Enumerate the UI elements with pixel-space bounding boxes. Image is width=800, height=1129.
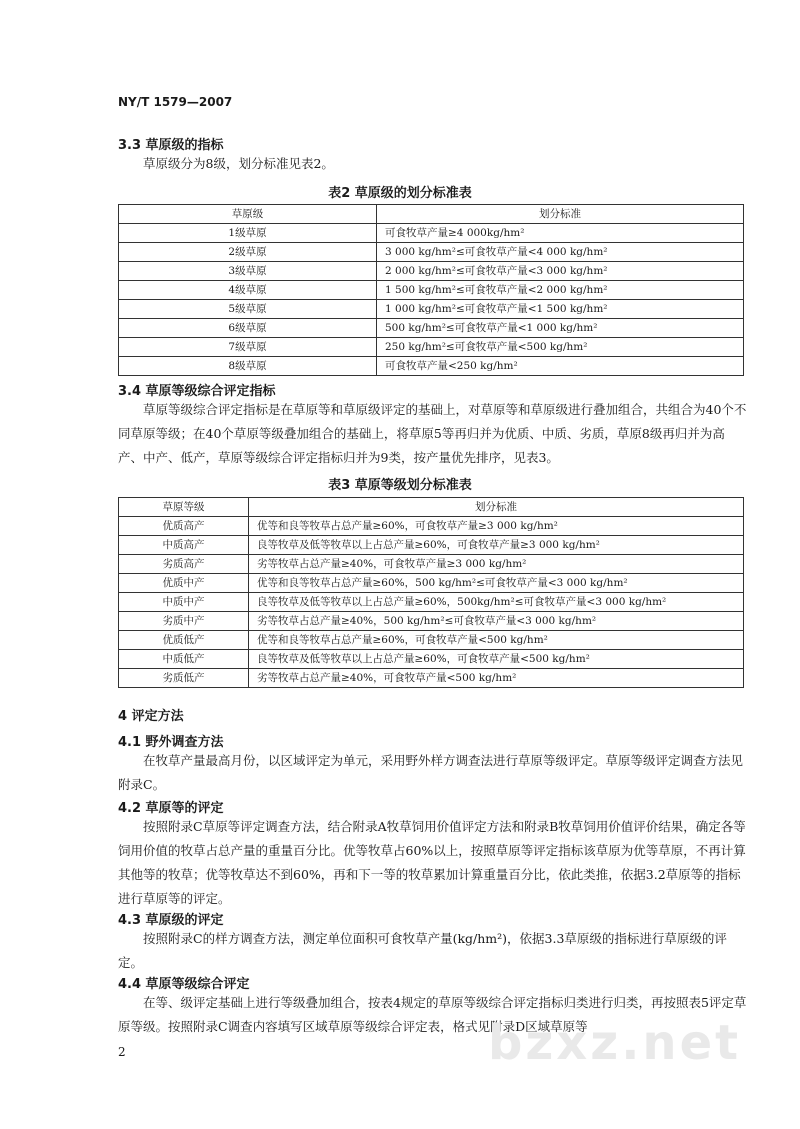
table-3-header-cell: 划分标准 (249, 498, 744, 517)
grade-cell: 8级草原 (119, 357, 377, 376)
table-row (119, 300, 744, 319)
table-row (119, 574, 744, 593)
table-row (119, 669, 744, 688)
criteria-cell: 250 kg/hm²≤可食牧草产量<500 kg/hm² (377, 338, 744, 357)
grade-cell: 3级草原 (119, 262, 377, 281)
table-row (119, 517, 744, 536)
table-row (119, 319, 744, 338)
criteria-cell: 优等和良等牧草占总产量≥60%，可食牧草产量<500 kg/hm² (249, 631, 744, 650)
level-cell: 中质高产 (119, 536, 249, 555)
table-2-caption: 表2 草原级的划分标准表 (328, 186, 472, 201)
table-3-header-cell: 草原等级 (119, 498, 249, 517)
grade-cell: 6级草原 (119, 319, 377, 338)
grade-cell: 7级草原 (119, 338, 377, 357)
section-4-4-paragraph: 在等、级评定基础上进行等级叠加组合，按表4规定的草原等级综合评定指标归类进行归类，再按照表5评定草原等级。按照附录C调查内容填写区域草原等级综合评定表，格式见附录D区域草原等 (118, 995, 747, 1034)
criteria-cell: 优等和良等牧草占总产量≥60%，可食牧草产量≥3 000 kg/hm² (249, 517, 744, 536)
level-cell: 优质低产 (119, 631, 249, 650)
grade-cell: 5级草原 (119, 300, 377, 319)
criteria-cell: 劣等牧草占总产量≥40%，可食牧草产量≥3 000 kg/hm² (249, 555, 744, 574)
section-3-4-heading: 3.4 草原等级综合评定指标 (118, 384, 276, 399)
table-row (119, 338, 744, 357)
section-3-4-paragraph: 草原等级综合评定指标是在草原等和草原级评定的基础上，对草原等和草原级进行叠加组合，共组合为40个不同草原等级；在40个草原等级叠加组合的基础上，将草原5等再归并为优质、中质、劣质，草原8级再归并为高产、中产、低产，草原等级综合评定指标归并为9类，按产量优先排序，见表3。 (118, 402, 747, 465)
grade-cell: 4级草原 (119, 281, 377, 300)
table-row (119, 555, 744, 574)
section-3-3-heading: 3.3 草原级的指标 (118, 138, 224, 153)
grade-cell: 1级草原 (119, 224, 377, 243)
table-row (119, 593, 744, 612)
page-number: 2 (118, 1045, 126, 1059)
section-4-heading: 4 评定方法 (118, 709, 184, 724)
standard-code: NY/T 1579—2007 (118, 95, 233, 109)
criteria-cell: 优等和良等牧草占总产量≥60%，500 kg/hm²≤可食牧草产量<3 000 kg/hm² (249, 574, 744, 593)
level-cell: 劣质低产 (119, 669, 249, 688)
section-4-2-heading: 4.2 草原等的评定 (118, 801, 224, 816)
level-cell: 优质中产 (119, 574, 249, 593)
table-row (119, 536, 744, 555)
criteria-cell: 1 500 kg/hm²≤可食牧草产量<2 000 kg/hm² (377, 281, 744, 300)
level-cell: 劣质中产 (119, 612, 249, 631)
level-cell: 优质高产 (119, 517, 249, 536)
table-row (119, 650, 744, 669)
table-2-header-row (119, 205, 744, 224)
criteria-cell: 500 kg/hm²≤可食牧草产量<1 000 kg/hm² (377, 319, 744, 338)
table-row (119, 357, 744, 376)
criteria-cell: 2 000 kg/hm²≤可食牧草产量<3 000 kg/hm² (377, 262, 744, 281)
table-2-header-cell: 划分标准 (377, 205, 744, 224)
table-row (119, 243, 744, 262)
table-2 (118, 204, 744, 376)
section-4-1-paragraph: 在牧草产量最高月份，以区域评定为单元，采用野外样方调查法进行草原等级评定。草原等级评定调查方法见附录C。 (118, 753, 744, 792)
table-3-header-row (119, 498, 744, 517)
criteria-cell: 劣等牧草占总产量≥40%，可食牧草产量<500 kg/hm² (249, 669, 744, 688)
table-row (119, 612, 744, 631)
level-cell: 中质低产 (119, 650, 249, 669)
table-row (119, 262, 744, 281)
section-4-3-paragraph: 按照附录C的样方调查方法，测定单位面积可食牧草产量(kg/hm²)，依据3.3草原级的指标进行草原级的评定。 (118, 931, 727, 970)
table-3-caption: 表3 草原等级划分标准表 (328, 478, 472, 493)
table-row (119, 224, 744, 243)
table-2-header-cell: 草原级 (119, 205, 377, 224)
grade-cell: 2级草原 (119, 243, 377, 262)
level-cell: 劣质高产 (119, 555, 249, 574)
table-row (119, 631, 744, 650)
criteria-cell: 可食牧草产量<250 kg/hm² (377, 357, 744, 376)
criteria-cell: 劣等牧草占总产量≥40%，500 kg/hm²≤可食牧草产量<3 000 kg/hm² (249, 612, 744, 631)
section-4-3-heading: 4.3 草原级的评定 (118, 913, 224, 928)
criteria-cell: 良等牧草及低等牧草以上占总产量≥60%，500kg/hm²≤可食牧草产量<3 000 kg/hm² (249, 593, 744, 612)
criteria-cell: 可食牧草产量≥4 000kg/hm² (377, 224, 744, 243)
section-3-3-paragraph: 草原级分为8级，划分标准见表2。 (143, 156, 334, 171)
watermark: bzxz.net (488, 1015, 742, 1071)
criteria-cell: 1 000 kg/hm²≤可食牧草产量<1 500 kg/hm² (377, 300, 744, 319)
section-4-4-heading: 4.4 草原等级综合评定 (118, 977, 250, 992)
table-row (119, 281, 744, 300)
criteria-cell: 良等牧草及低等牧草以上占总产量≥60%，可食牧草产量≥3 000 kg/hm² (249, 536, 744, 555)
criteria-cell: 3 000 kg/hm²≤可食牧草产量<4 000 kg/hm² (377, 243, 744, 262)
criteria-cell: 良等牧草及低等牧草以上占总产量≥60%，可食牧草产量<500 kg/hm² (249, 650, 744, 669)
level-cell: 中质中产 (119, 593, 249, 612)
section-4-2-paragraph: 按照附录C草原等评定调查方法，结合附录A牧草饲用价值评定方法和附录B牧草饲用价值评价结果，确定各等饲用价值的牧草占总产量的重量百分比。优等牧草占60%以上，按照草原等评定指标该草原为优等草原，不再计算其他等的牧草；优等牧草达不到60%，再和下一等的牧草累加计算重量百分比，依此类推，依据3.2草原等的指标进行草原等的评定。 (118, 819, 746, 906)
section-4-1-heading: 4.1 野外调查方法 (118, 735, 224, 750)
table-3 (118, 497, 744, 688)
